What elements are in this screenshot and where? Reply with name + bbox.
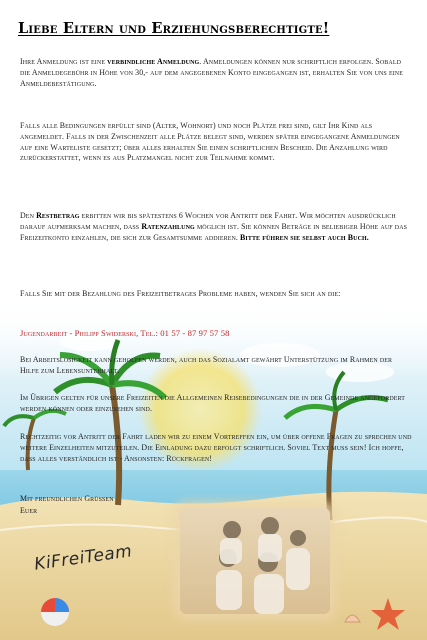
- paragraph-payment: Den Restbetrag erbitten wir bis spätestens 6 Wochen vor Antritt der Fahrt. Wir möchten ausdrücklich darauf aufmerksam machen, dass Ratenzahlung möglich ist. Sie können Beträge in beliebiger Höhe auf das Freizeitkonto einzahlen, die sich zur Gesamtsumme addieren. Bitte führen sie selbst auch Buch.: [20, 211, 408, 242]
- paragraph-travel-terms: Im Übrigen gelten für unsere Freizeiten die Allgemeinen Reisebedingungen die in der Gemeinde angefordert werden können oder einzusehen sind.: [20, 393, 406, 413]
- team-photo-figures: [180, 508, 330, 614]
- paragraph-conditions: Falls alle Bedingungen erfüllt sind (Alter, Wohnort) und noch Plätze frei sind, gilt Ihr Kind als angemeldet. Falls in der Zwischenzeit alle Plätze belegt sind, werden später eingegangene Anmeldungen auf eine Warteliste gesetzt; über alles erhalten Sie einen schriftlichen Bescheid. Die Anzahlung wird zurückerstattet, wenn es aus Platzmangel nicht zur Teilnahme kommt.: [20, 121, 400, 163]
- closing-greeting: Mit freundlichen Grüßen: [20, 494, 114, 503]
- paragraph-pre-meeting: Rechtzeitig vor Antritt der Fahrt laden wir zu einem Vortreffen ein, um über offene Fragen zu sprechen und weitere Einzelheiten mitzuteilen. Die Einladung dazu erfolgt schriftlich. Soviel Text muss sein! Ich hoffe, dass alles verständlich ist - Ansonsten: Rückfragen!: [20, 432, 412, 463]
- contact-line: Jugendarbeit - Philipp Swiderski, Tel.: 01 57 - 87 97 57 58: [20, 328, 230, 338]
- paragraph-problems: Falls Sie mit der Bezahlung des Freizeitbetrages Probleme haben, wenden Sie sich an die:: [20, 289, 341, 298]
- team-photo: [180, 508, 330, 614]
- signature-text: KiFreiTeam: [33, 541, 134, 575]
- closing-euer: Euer: [20, 506, 38, 515]
- paragraph-social-aid: Bei Arbeitslosigkeit kann geholfen werden, auch das Sozialamt gewährt Unterstützung im Rahmen der Hilfe zum Lebensunterhalt.: [20, 355, 393, 375]
- paragraph-registration: Ihre Anmeldung ist eine verbindliche Anmeldung. Anmeldungen können nur schriftlich erfolgen. Sobald die Anmeldegebühr in Höhe von 30,- auf dem angegebenen Konto eingegangen ist, erhalten Sie von uns eine Anmeldebestätigung.: [20, 57, 404, 88]
- page-title: Liebe Eltern und Erziehungsberechtigte!: [18, 20, 330, 37]
